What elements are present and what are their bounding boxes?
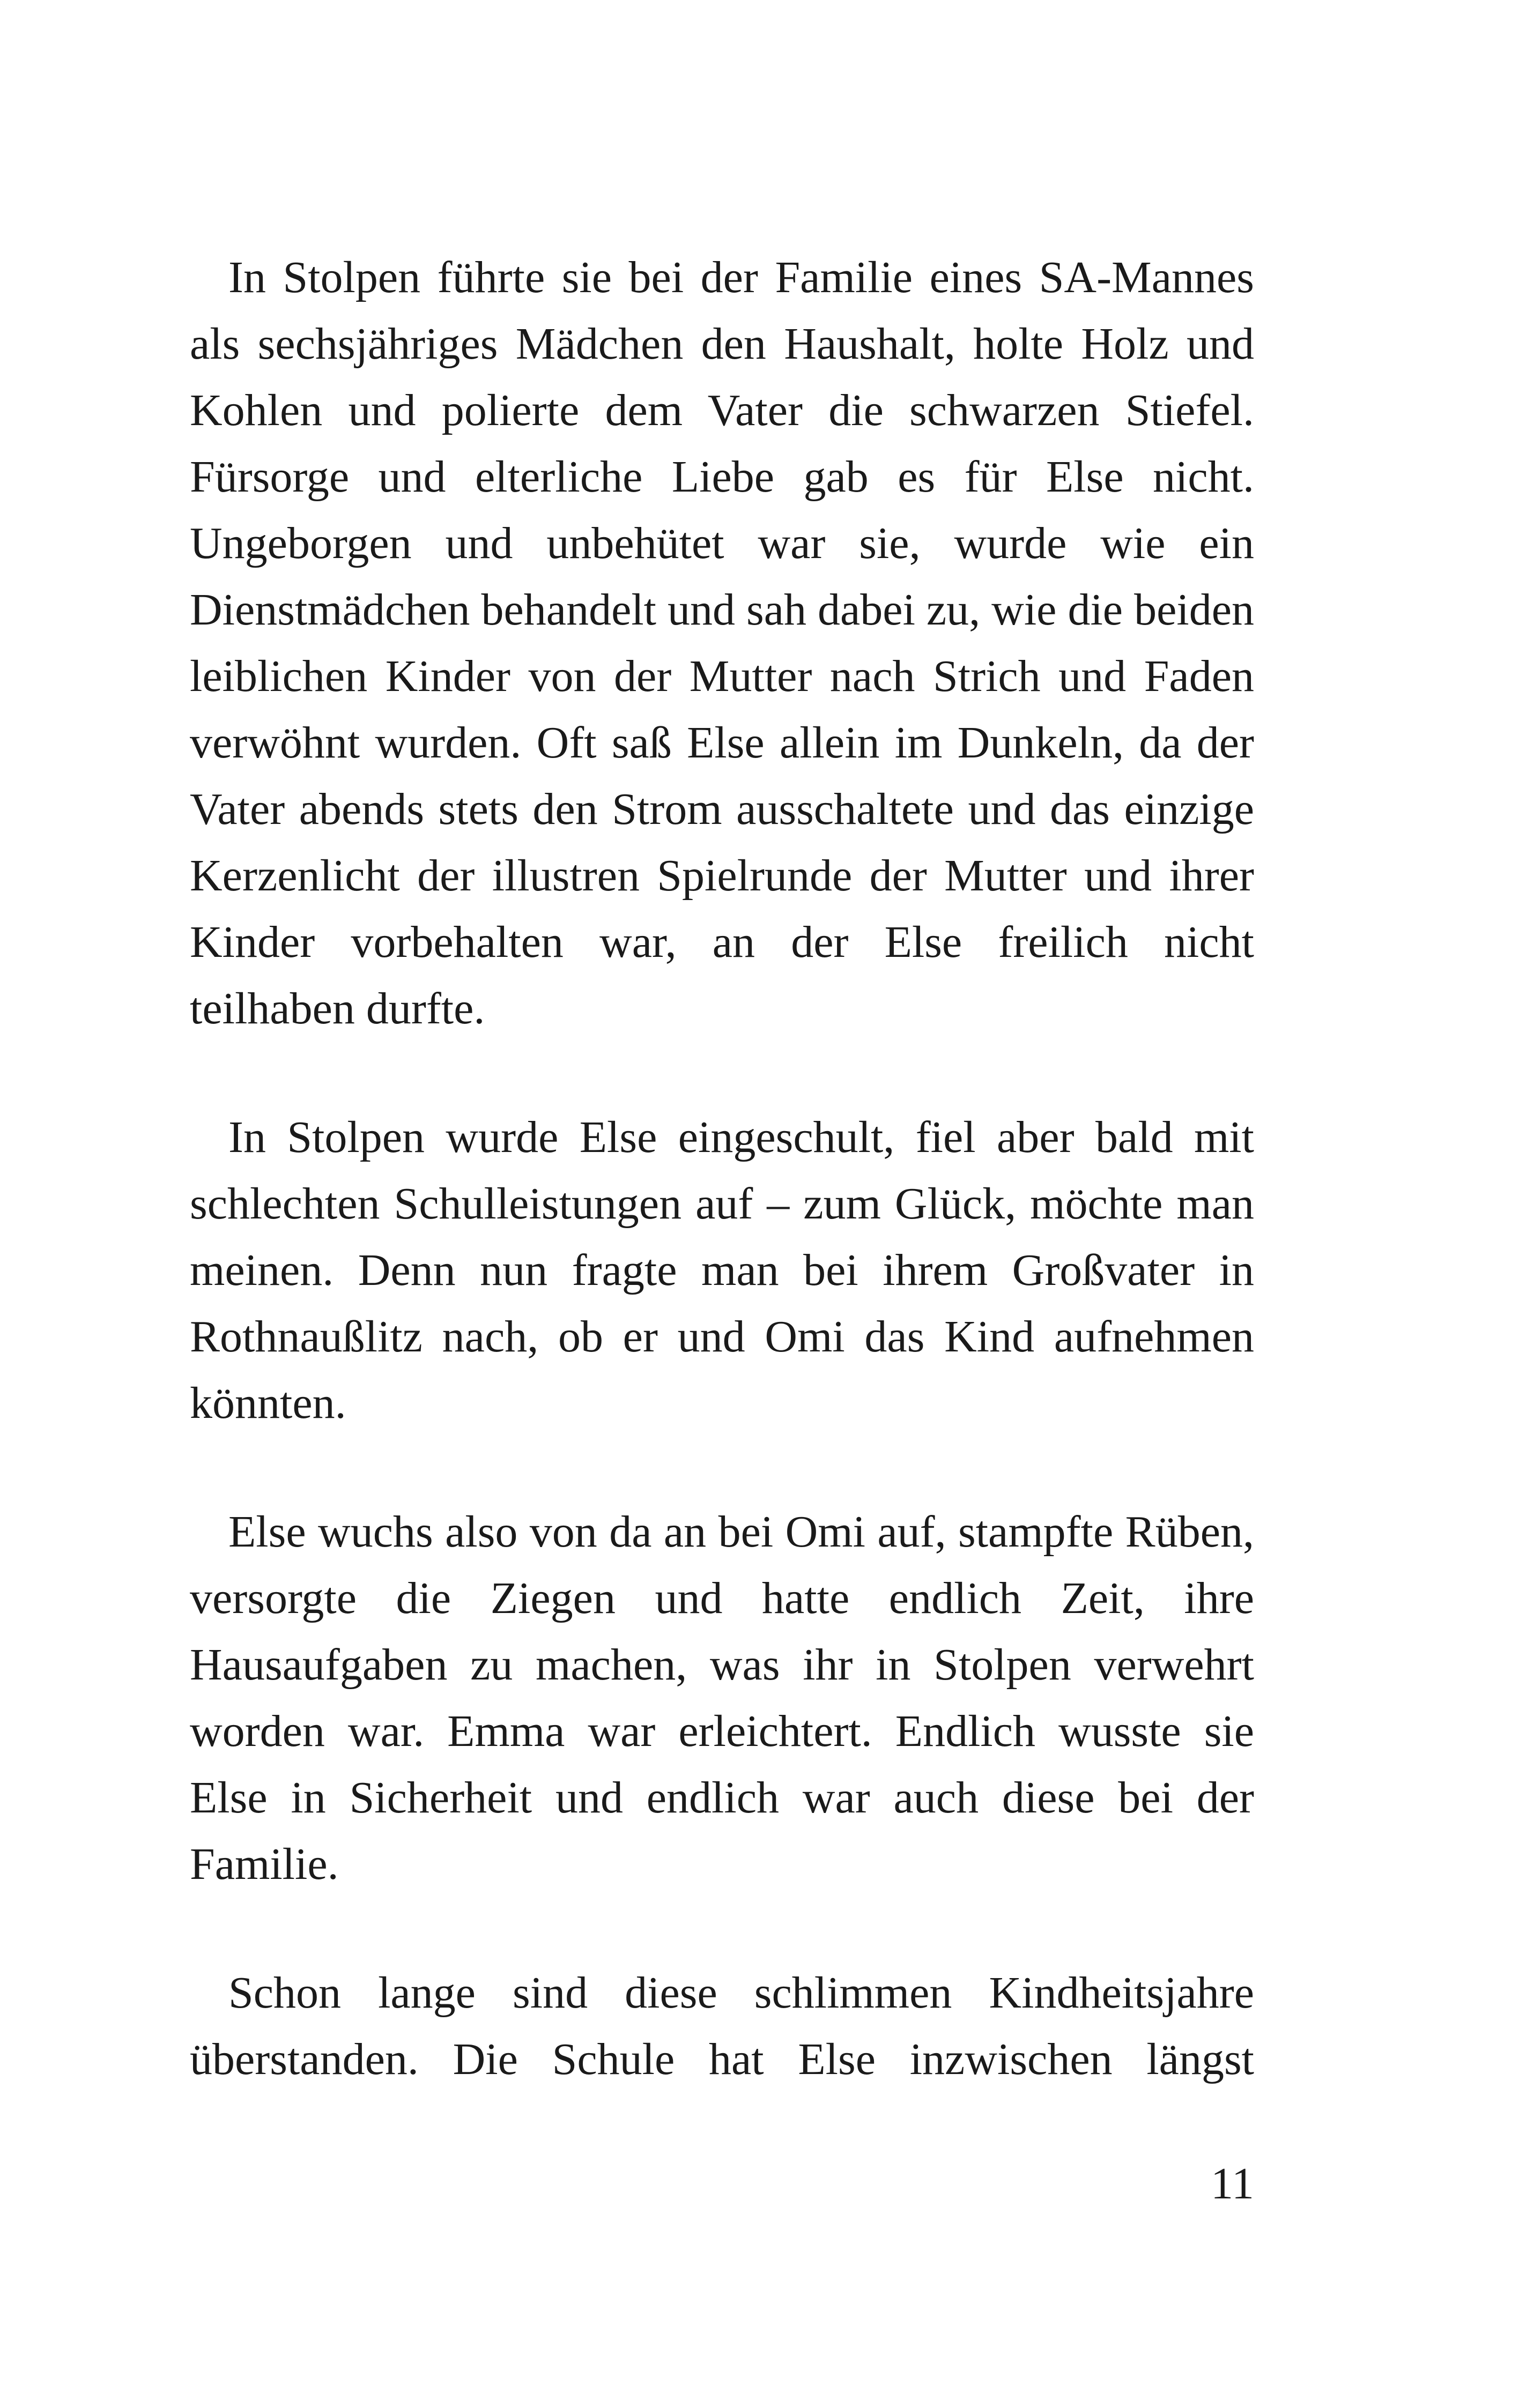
book-page-text bbox=[190, 244, 1254, 2093]
paragraph-1: In Stolpen führte sie bei der Familie eines SA-Mannes als sechsjähriges Mädchen den Haushalt, holte Holz und Kohlen und polierte dem Vater die schwarzen Stiefel. Fürsorge und elterliche Liebe gab es für Else nicht. Ungeborgen und unbehütet war sie, wurde wie ein Dienstmädchen behandelt und sah dabei zu, wie die beiden leiblichen Kinder von der Mutter nach Strich und Faden verwöhnt wurden. Oft saß Else allein im Dunkeln, da der Vater abends stets den Strom ausschaltete und das einzige Kerzenlicht der illustren Spielrunde der Mutter und ihrer Kinder vorbehalten war, an der Else freilich nicht teilhaben durfte. bbox=[190, 252, 1254, 1034]
paragraph-3: Else wuchs also von da an bei Omi auf, stampfte Rüben, versorgte die Ziegen und hatte endlich Zeit, ihre Hausaufgaben zu machen, was ihr in Stolpen verwehrt worden war. Emma war erleichtert. Endlich wusste sie Else in Sicherheit und endlich war auch diese bei der Familie. bbox=[190, 1507, 1254, 1889]
page-number: 11 bbox=[1211, 2159, 1254, 2209]
paragraph-4: Schon lange sind diese schlimmen Kindheitsjahre überstanden. Die Schule hat Else inzwischen längst bbox=[190, 1968, 1254, 2084]
paragraph-2: In Stolpen wurde Else eingeschult, fiel aber bald mit schlechten Schulleistungen auf – zum Glück, möchte man meinen. Denn nun fragte man bei ihrem Großvater in Rothnaußlitz nach, ob er und Omi das Kind aufnehmen könnten. bbox=[190, 1112, 1254, 1428]
